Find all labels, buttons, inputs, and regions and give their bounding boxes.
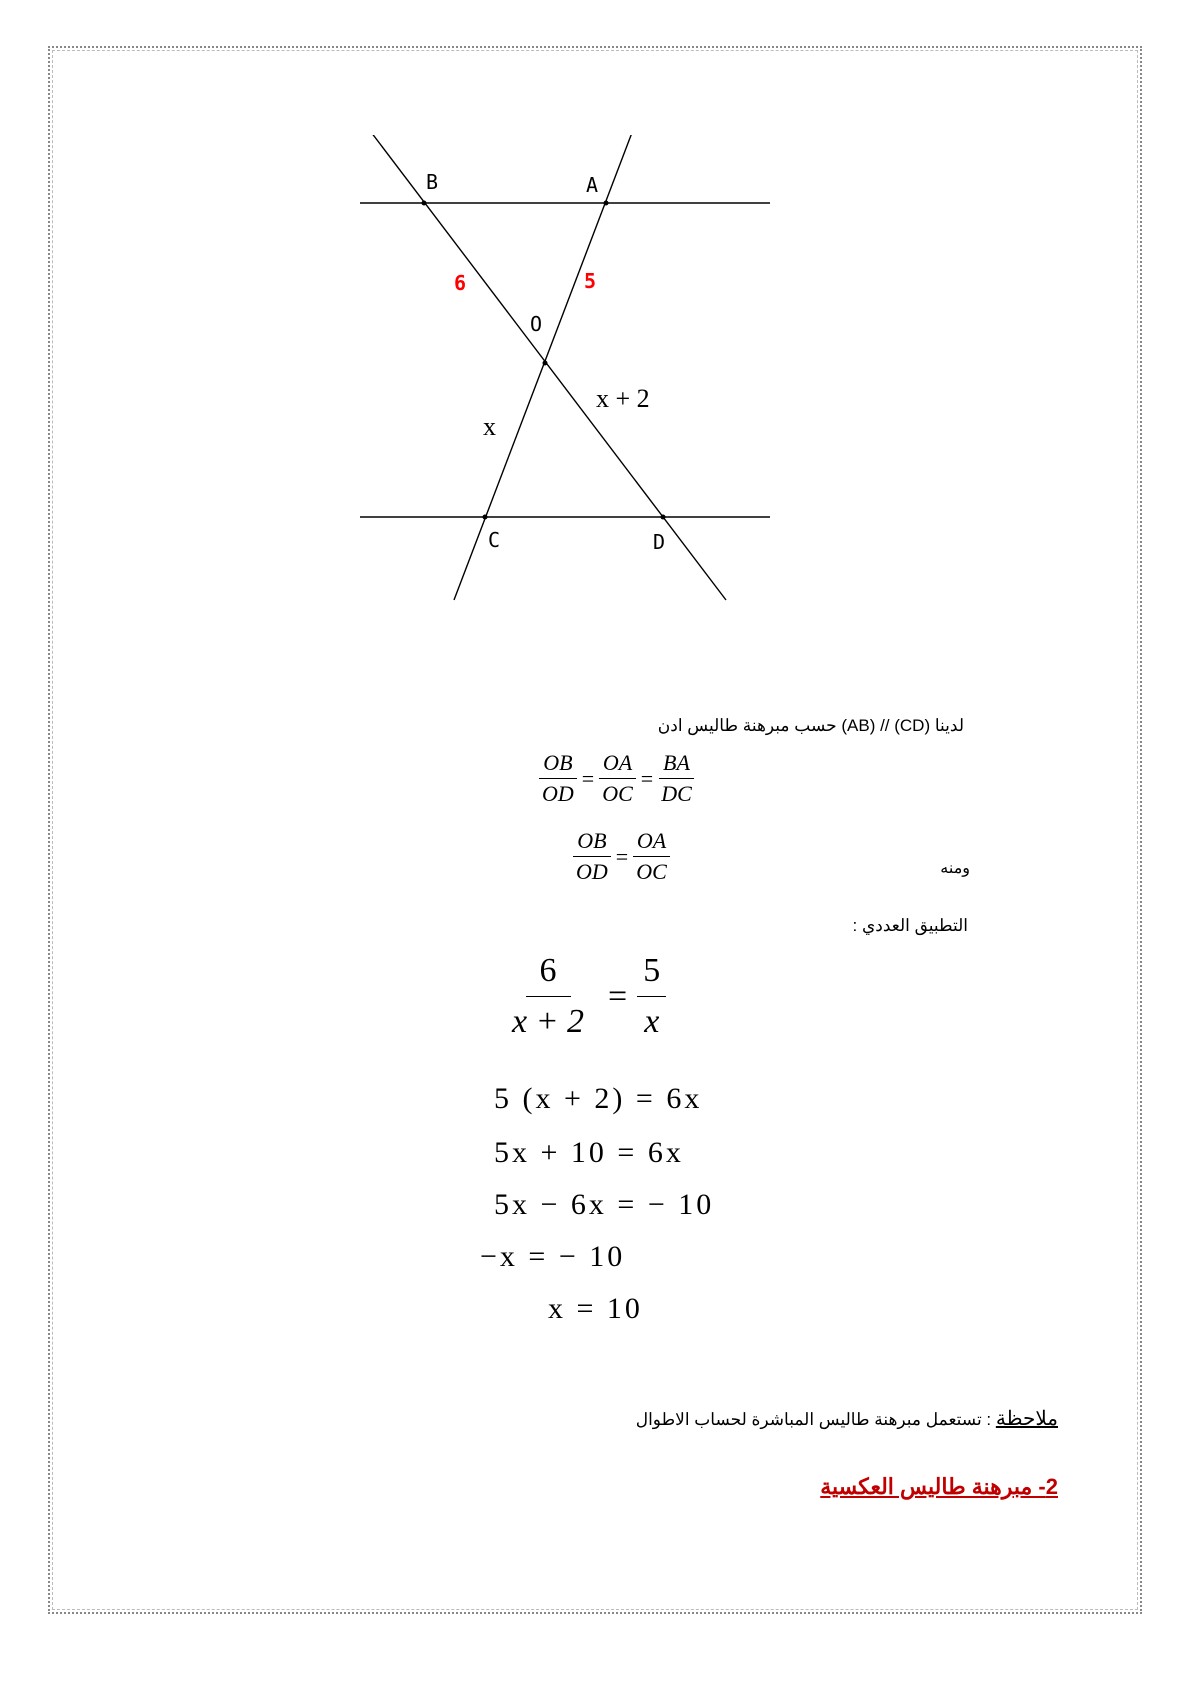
label-b: B [426,170,439,194]
point-d [661,515,666,520]
label-a: A [586,173,599,197]
fraction-oa-oc: $\frac{OA}{OC}$ [598,750,637,807]
note-text: : تستعمل مبرهنة طاليس المباشرة لحساب الاطوال [635,1410,996,1429]
thales-figure [360,135,840,655]
point-b [422,201,427,206]
ratio-equality-short: $\frac{OB}{OD}$ = $\frac{OA}{OC}$ [572,828,671,885]
numeric-application-label: التطبيق العددي : [852,916,968,935]
fraction-ob-od: $\frac{OB}{OD}$ [538,750,578,807]
length-ob: 6 [454,271,467,295]
fraction-ob-od-2: $\frac{OB}{OD}$ [572,828,612,885]
point-a [604,201,609,206]
given-statement: لدينا (CD) // (AB) حسب مبرهنة طاليس ادن [657,716,964,735]
step-2: 5x + 10 = 6x [494,1136,684,1169]
point-c [483,515,488,520]
step-1: 5 (x + 2) = 6x [494,1082,703,1115]
fraction-5-over-x: $\frac{5}{x}$ [637,952,666,1041]
label-o: O [530,312,543,336]
hence-label: ومنه [940,860,970,877]
length-oc: x [483,412,496,441]
length-oa: 5 [584,269,597,293]
numeric-proportion: $\frac{6}{x + 2}$ = $\frac{5}{x}$ [498,952,666,1041]
length-od: x + 2 [596,384,650,413]
note-label: ملاحظة [995,1408,1058,1430]
point-o [543,361,548,366]
note [636,1406,1058,1431]
step-3: 5x − 6x = − 10 [494,1188,715,1221]
label-c: C [488,528,501,552]
ratio-equality-full: $\frac{OB}{OD}$ = $\frac{OA}{OC}$ = $\frac{BA}{DC}$ [538,750,696,807]
step-4: −x = − 10 [480,1240,626,1273]
section-heading: 2- مبرهنة طاليس العكسية [820,1474,1058,1499]
step-5: x = 10 [548,1292,643,1325]
fraction-ba-dc: $\frac{BA}{DC}$ [657,750,696,807]
fraction-oa-oc-2: $\frac{OA}{OC}$ [632,828,671,885]
fraction-6-over-x-plus-2: $\frac{6}{x + 2}$ [512,952,585,1040]
label-d: D [653,530,666,554]
